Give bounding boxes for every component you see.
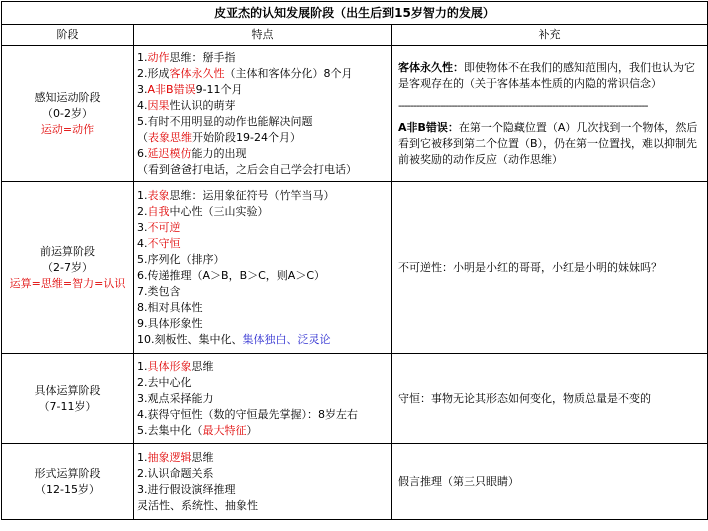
feature-item: 3.观点采择能力 bbox=[137, 391, 214, 405]
feature-item: （看到爸爸打电话，之后会自己学会打电话） bbox=[137, 162, 357, 176]
feature-item: 2.去中心化 bbox=[137, 375, 192, 389]
features-cell bbox=[134, 46, 392, 182]
supplement-divider: ------------------------------------------------------------------------------------ bbox=[398, 98, 648, 112]
table-title: 皮亚杰的认知发展阶段（出生后到15岁智力的发展） bbox=[2, 2, 708, 25]
supplement-paragraph: A非B错误：在第一个隐藏位置（A）几次找到一个物体，然后看到它被移到第二个位置（B），仍在第一位置找，难以抑制先前被奖励的动作反应（动作思维） bbox=[398, 120, 698, 166]
feature-item: 5.序列化（排序） bbox=[137, 252, 225, 266]
table-row bbox=[2, 354, 708, 444]
stage-name: 感知运动阶段 bbox=[34, 90, 101, 104]
stage-age: （12-15岁） bbox=[35, 482, 100, 496]
feature-item: 10.刻板性、集中化、集体独白、泛灵论 bbox=[137, 332, 331, 346]
feature-item: 2.认识命题关系 bbox=[137, 466, 214, 480]
feature-item: 5.去集中化（最大特征） bbox=[137, 423, 258, 437]
feature-item: 6.传递推理（A＞B，B＞C，则A＞C） bbox=[137, 268, 326, 282]
features-cell bbox=[134, 354, 392, 444]
supplement-cell: 假言推理（第三只眼睛） bbox=[392, 444, 708, 520]
feature-item: 3.不可逆 bbox=[137, 220, 181, 234]
feature-item: 1.抽象逻辑思维 bbox=[137, 450, 214, 464]
supplement-cell bbox=[392, 46, 708, 182]
stage-keyword: 运算=思维=智力=认识 bbox=[9, 276, 126, 290]
feature-item: 6.延迟模仿能力的出现 bbox=[137, 146, 247, 160]
table-row bbox=[2, 46, 708, 182]
feature-item: 4.因果性认识的萌芽 bbox=[137, 98, 236, 112]
stage-cell bbox=[2, 444, 134, 520]
feature-item: 9.具体形象性 bbox=[137, 316, 203, 330]
stage-age: （0-2岁） bbox=[42, 106, 93, 120]
feature-item: 8.相对具体性 bbox=[137, 300, 203, 314]
feature-item: 4.不守恒 bbox=[137, 236, 181, 250]
feature-item: 2.形成客体永久性（主体和客体分化）8个月 bbox=[137, 66, 353, 80]
stage-name: 具体运算阶段 bbox=[34, 383, 101, 397]
feature-item: 3.进行假设演绎推理 bbox=[137, 482, 236, 496]
header-supplement: 补充 bbox=[392, 25, 708, 46]
stage-cell bbox=[2, 182, 134, 354]
supplement-cell: 守恒：事物无论其形态如何变化，物质总量是不变的 bbox=[392, 354, 708, 444]
feature-item: 灵活性、系统性、抽象性 bbox=[137, 498, 258, 512]
header-stage: 阶段 bbox=[2, 25, 134, 46]
feature-item: 1.动作思维：掰手指 bbox=[137, 50, 236, 64]
feature-item: 4.获得守恒性（数的守恒最先掌握）：8岁左右 bbox=[137, 407, 358, 421]
feature-item: 1.表象思维：运用象征符号（竹竿当马） bbox=[137, 188, 335, 202]
feature-item: 1.具体形象思维 bbox=[137, 359, 214, 373]
stage-cell bbox=[2, 354, 134, 444]
table-row bbox=[2, 182, 708, 354]
piaget-table bbox=[1, 1, 708, 520]
table-row bbox=[2, 444, 708, 520]
features-cell bbox=[134, 182, 392, 354]
header-features: 特点 bbox=[134, 25, 392, 46]
stage-age: （7-11岁） bbox=[38, 399, 97, 413]
stage-age: （2-7岁） bbox=[42, 260, 93, 274]
feature-item: （表象思维开始阶段19-24个月） bbox=[137, 130, 301, 144]
stage-keyword: 运动=动作 bbox=[40, 122, 95, 136]
feature-item: 7.类包含 bbox=[137, 284, 181, 298]
feature-item: 3.A非B错误9-11个月 bbox=[137, 82, 243, 96]
feature-item: 2.自我中心性（三山实验） bbox=[137, 204, 269, 218]
supplement-paragraph: 客体永久性：即使物体不在我们的感知范围内，我们也认为它是客观存在的（关于客体基本性质的内隐的常识信念） bbox=[398, 60, 695, 90]
features-cell bbox=[134, 444, 392, 520]
feature-item: 5.有时不用明显的动作也能解决问题 bbox=[137, 114, 313, 128]
stage-cell bbox=[2, 46, 134, 182]
stage-name: 前运算阶段 bbox=[40, 244, 95, 258]
supplement-cell: 不可逆性：小明是小红的哥哥，小红是小明的妹妹吗？ bbox=[392, 182, 708, 354]
stage-name: 形式运算阶段 bbox=[34, 466, 101, 480]
